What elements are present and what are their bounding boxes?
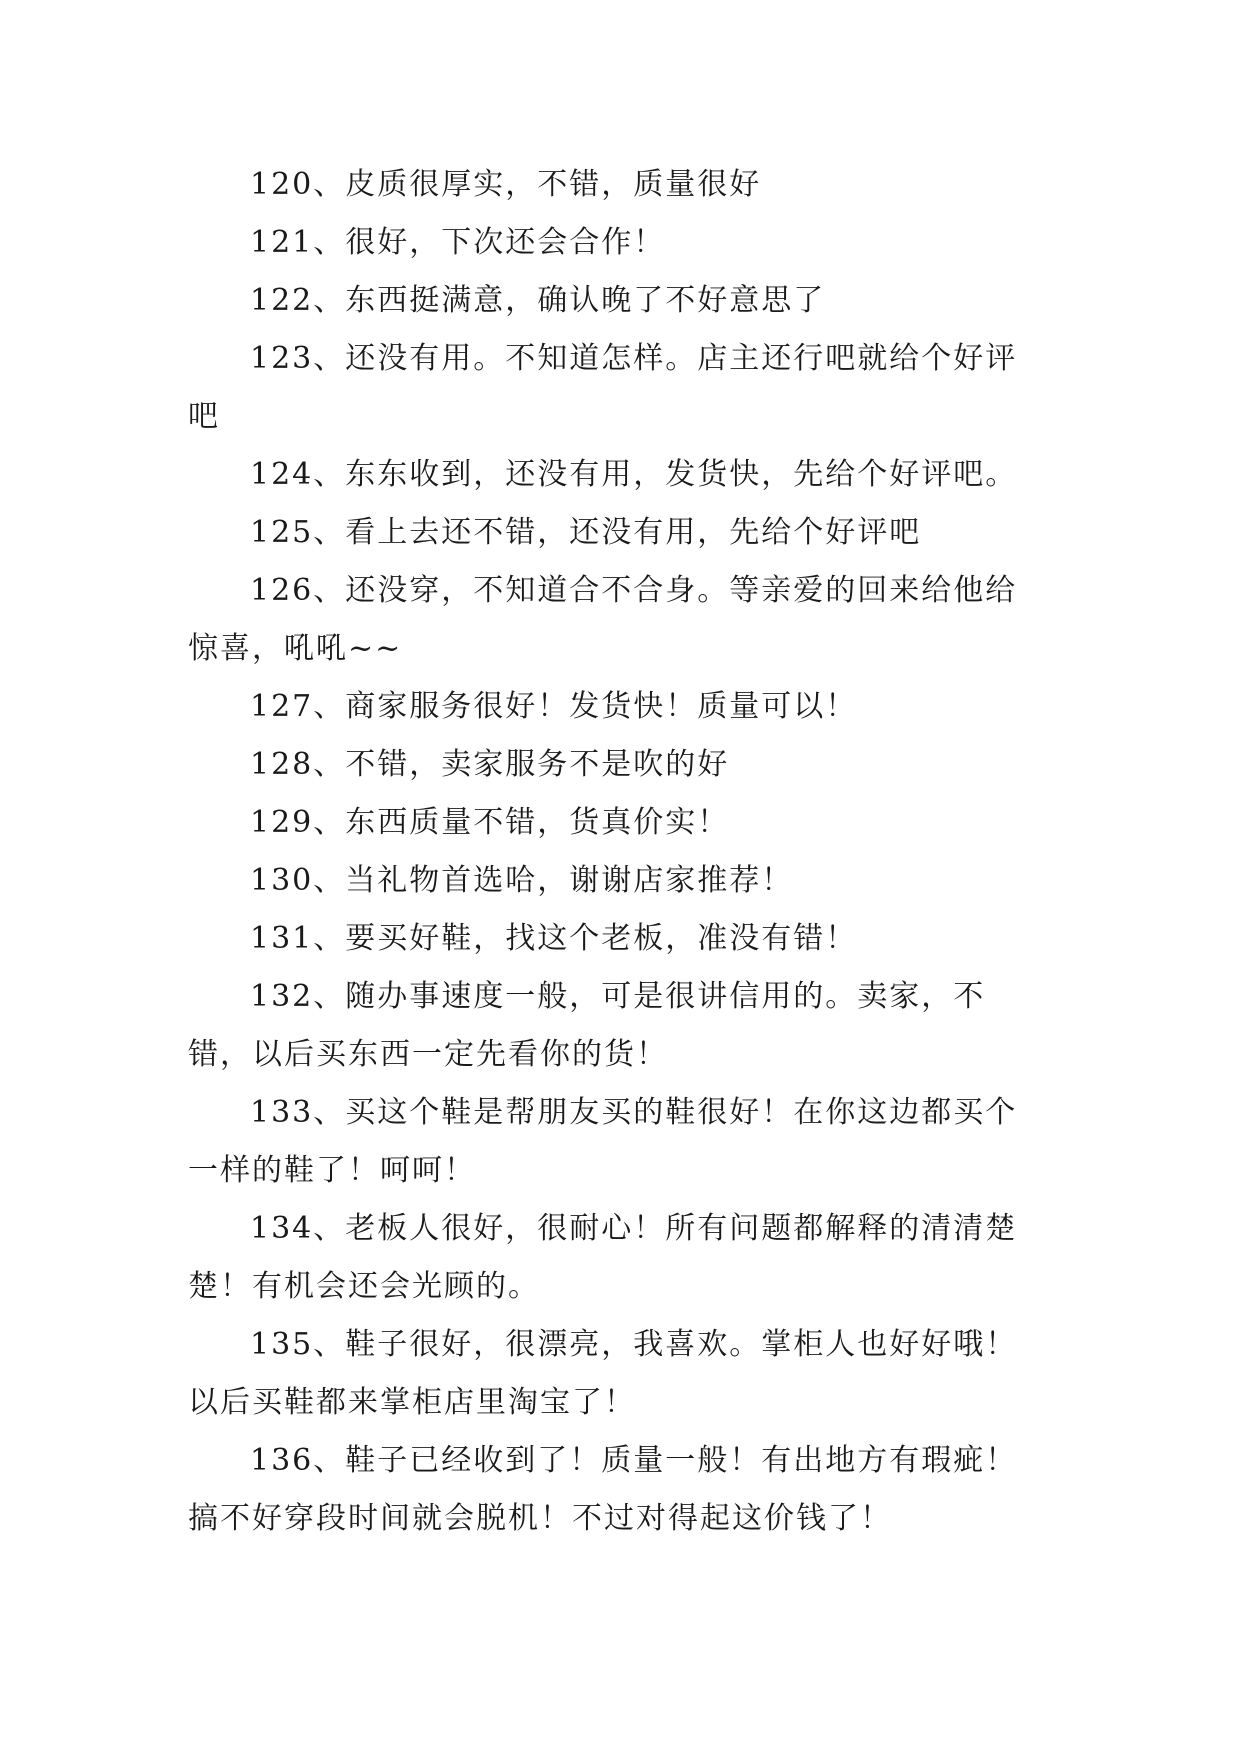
list-item: 134、老板人很好，很耐心！所有问题都解释的清清楚楚！有机会还会光顾的。 (188, 1211, 1018, 1304)
list-item: 122、东西挺满意，确认晚了不好意思了 (250, 283, 826, 318)
list-item: 128、不错，卖家服务不是吹的好 (250, 747, 730, 782)
document-body (188, 156, 1048, 1548)
list-item: 120、皮质很厚实，不错，质量很好 (250, 167, 762, 202)
list-item: 132、随办事速度一般，可是很讲信用的。卖家，不错，以后买东西一定先看你的货！ (188, 979, 986, 1072)
list-item: 133、买这个鞋是帮朋友买的鞋很好！在你这边都买个一样的鞋了！呵呵！ (188, 1095, 1018, 1188)
list-item: 129、东西质量不错，货真价实！ (250, 805, 730, 840)
list-item: 121、很好，下次还会合作！ (250, 225, 666, 260)
list-item: 127、商家服务很好！发货快！质量可以！ (250, 689, 858, 724)
list-item: 131、要买好鞋，找这个老板，准没有错！ (250, 921, 858, 956)
list-item: 135、鞋子很好，很漂亮，我喜欢。掌柜人也好好哦！以后买鞋都来掌柜店里淘宝了！ (188, 1327, 1018, 1420)
list-item: 136、鞋子已经收到了！质量一般！有出地方有瑕疵！搞不好穿段时间就会脱机！不过对得起这价钱了！ (188, 1443, 1018, 1536)
list-item: 125、看上去还不错，还没有用，先给个好评吧 (250, 515, 922, 550)
list-item: 130、当礼物首选哈，谢谢店家推荐！ (250, 863, 794, 898)
list-item: 124、东东收到，还没有用，发货快，先给个好评吧。 (250, 457, 1018, 492)
list-item: 123、还没有用。不知道怎样。店主还行吧就给个好评吧 (188, 341, 1018, 434)
list-item: 126、还没穿，不知道合不合身。等亲爱的回来给他给惊喜，吼吼~~ (188, 573, 1018, 666)
